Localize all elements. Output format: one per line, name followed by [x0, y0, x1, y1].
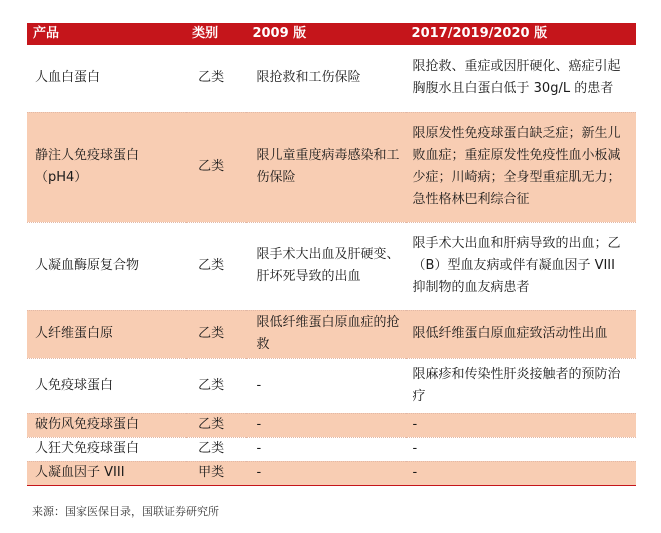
header-product: 产品 — [27, 23, 186, 45]
table-row — [27, 222, 636, 310]
cell-2017: 限抢救、重症或因肝硬化、癌症引起胸腹水且白蛋白低于 30g/L 的患者 — [406, 45, 636, 112]
table-header-row — [27, 23, 636, 45]
table-row — [27, 358, 636, 413]
header-2009: 2009 版 — [246, 23, 405, 45]
source-note: 来源：国家医保目录，国联证券研究所 — [32, 505, 219, 518]
cell-2009: - — [246, 461, 405, 485]
cell-product: 人免疫球蛋白 — [27, 358, 186, 413]
cell-category: 乙类 — [186, 358, 246, 413]
cell-category: 乙类 — [186, 437, 246, 461]
cell-category: 甲类 — [186, 461, 246, 485]
cell-category: 乙类 — [186, 112, 246, 222]
cell-2017: - — [406, 437, 636, 461]
cell-product: 人纤维蛋白原 — [27, 310, 186, 358]
cell-product: 静注人免疫球蛋白（pH4） — [27, 112, 186, 222]
cell-2009: - — [246, 358, 405, 413]
table-row — [27, 461, 636, 485]
cell-category: 乙类 — [186, 413, 246, 437]
cell-2009: - — [246, 413, 405, 437]
header-2017-2019-2020: 2017/2019/2020 版 — [406, 23, 636, 45]
cell-2009: 限儿童重度病毒感染和工伤保险 — [246, 112, 405, 222]
cell-2017: 限麻疹和传染性肝炎接触者的预防治疗 — [406, 358, 636, 413]
cell-category: 乙类 — [186, 222, 246, 310]
table-row — [27, 310, 636, 358]
cell-2009: 限抢救和工伤保险 — [246, 45, 405, 112]
cell-2017: - — [406, 461, 636, 485]
reimbursement-table — [27, 23, 636, 486]
cell-2009: 限低纤维蛋白原血症的抢救 — [246, 310, 405, 358]
header-category: 类别 — [186, 23, 246, 45]
cell-product: 人血白蛋白 — [27, 45, 186, 112]
cell-category: 乙类 — [186, 310, 246, 358]
cell-2017: 限低纤维蛋白原血症致活动性出血 — [406, 310, 636, 358]
cell-product: 人狂犬免疫球蛋白 — [27, 437, 186, 461]
table-row — [27, 413, 636, 437]
cell-2009: - — [246, 437, 405, 461]
cell-2009: 限手术大出血及肝硬变、肝坏死导致的出血 — [246, 222, 405, 310]
table-row — [27, 437, 636, 461]
cell-2017: 限原发性免疫球蛋白缺乏症；新生儿败血症；重症原发性免疫性血小板减少症；川崎病；全身型重症肌无力；急性格林巴利综合征 — [406, 112, 636, 222]
cell-product: 人凝血酶原复合物 — [27, 222, 186, 310]
cell-category: 乙类 — [186, 45, 246, 112]
cell-product: 人凝血因子 VIII — [27, 461, 186, 485]
table-row — [27, 45, 636, 112]
cell-product: 破伤风免疫球蛋白 — [27, 413, 186, 437]
table-row — [27, 112, 636, 222]
cell-2017: - — [406, 413, 636, 437]
cell-2017: 限手术大出血和肝病导致的出血；乙（B）型血友病或伴有凝血因子 VIII 抑制物的血友病患者 — [406, 222, 636, 310]
